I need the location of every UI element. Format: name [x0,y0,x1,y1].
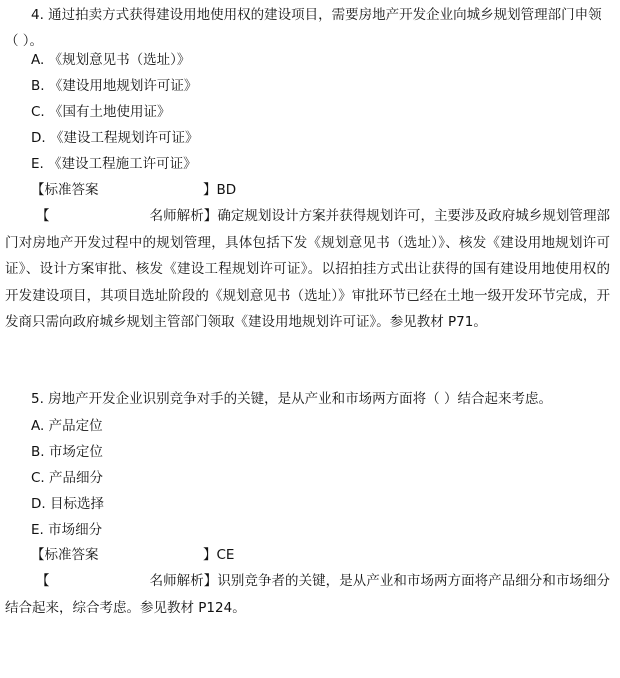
answer-value: 】CE [203,547,235,563]
question-stem: 5. 房地产开发企业识别竞争对手的关键，是从产业和市场两方面将（ ）结合起来考虑。 [31,391,552,407]
option-c: C. 《国有土地使用证》 [31,104,171,120]
option-e: E. 市场细分 [31,522,103,538]
option-d: D. 目标选择 [31,496,104,512]
option-d: D. 《建设工程规划许可证》 [31,130,199,146]
option-e: E. 《建设工程施工许可证》 [31,156,197,172]
question-stem: 4. 通过拍卖方式获得建设用地使用权的建设项目，需要房地产开发企业向城乡规划管理部门申领（ ）。 [5,7,602,49]
option-b: B. 《建设用地规划许可证》 [31,78,198,94]
analysis-label: 名师解析】 [149,208,218,224]
option-b: B. 市场定位 [31,444,103,460]
option-c: C. 产品细分 [31,470,104,486]
answer-label: 【标准答案 [31,547,99,563]
option-a: A. 产品定位 [31,418,103,434]
answer-value: 】BD [203,182,237,198]
analysis-prefix: 【 [36,573,50,589]
analysis-text: 确定规划设计方案并获得规划许可，主要涉及政府城乡规划管理部门对房地产开发过程中的规划管理，具体包括下发《规划意见书（选址）》、核发《建设用地规划许可证》、设计方案审批、核发《建设工程规划许可证》。以招拍挂方式出让获得的国有建设用地使用权的开发建设项目，其项目选址阶段的《规划意见书（选址）》审批环节已经在土地一级开发环节完成，开发商只需向政府城乡规划主管部门领取《建设用地规划许可证》。参见教材 P71。 [5,208,611,330]
analysis-paragraph [5,203,610,336]
analysis-paragraph [5,568,610,621]
analysis-label: 名师解析】 [149,573,218,589]
analysis-text: 识别竞争者的关键，是从产业和市场两方面将产品细分和市场细分结合起来，综合考虑。参见教材 P124。 [5,573,611,616]
option-a: A. 《规划意见书（选址）》 [31,52,191,68]
answer-label: 【标准答案 [31,182,99,198]
analysis-prefix: 【 [36,208,50,224]
